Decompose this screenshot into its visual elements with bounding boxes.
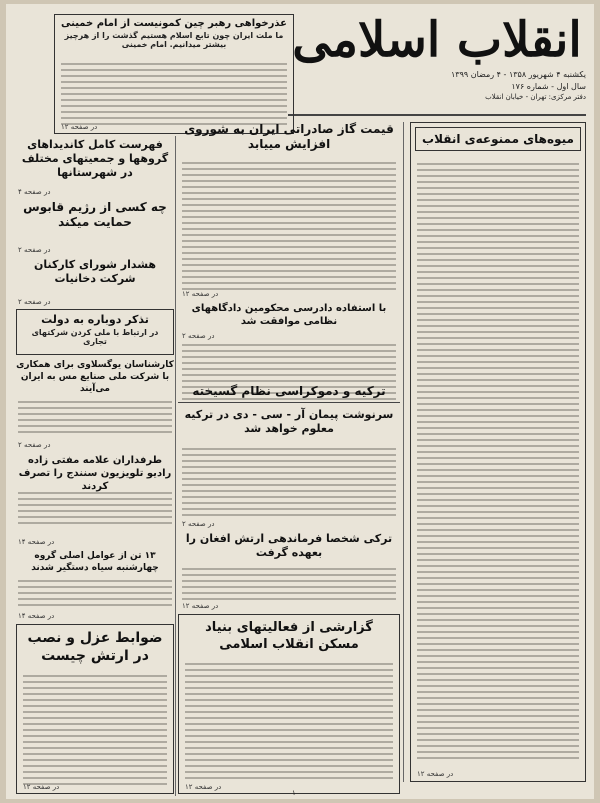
newspaper-page [6, 4, 594, 799]
article-pakistan-headline: سرنوشت پیمان آر - سی - دی در ترکیه معلوم خواهد شد [184, 408, 394, 435]
article-dismissal-headline: ضوابط عزل و نصب در ارتش چیست [27, 630, 163, 664]
article-pakistan [178, 408, 400, 528]
article-list-headline: فهرست کامل کاندیداهای گروهها و جمعیتهای مختلف در شهرستانها [21, 138, 169, 179]
article-editorial-headline: میوه‌های ممنوعه‌ی انقلاب [415, 127, 581, 151]
article-list [16, 138, 174, 196]
article-tobacco-ref: در صفحه ۲ [18, 298, 51, 306]
article-editorial-ref: در صفحه ۱۲ [417, 770, 454, 778]
article-editorial [410, 122, 586, 782]
article-housing-ref: در صفحه ۱۲ [185, 783, 222, 791]
article-radio-ref: در صفحه ۱۴ [18, 538, 55, 546]
article-gas [178, 122, 400, 298]
article-trade-headline: تذکر دوباره به دولت [41, 313, 149, 326]
article-dismissal-ref: در صفحه ۱۲ [23, 783, 60, 791]
article-afghan-headline: ترکی شخصا فرماندهی ارتش افغان را بعهده گرفت [185, 532, 393, 559]
article-housing [178, 614, 400, 794]
article-tobacco [16, 258, 174, 306]
article-afghan [178, 532, 400, 610]
article-yugoslav-ref: در صفحه ۲ [18, 441, 51, 449]
article-radio-headline: طرفداران علامه مفتی زاده رادیو تلویزیون سنندج را تصرف کردند [18, 455, 172, 492]
article-list-ref: در صفحه ۴ [18, 188, 51, 196]
masthead-info-line: دفتر مرکزی: تهران - خیابان انقلاب [485, 93, 586, 101]
article-courts-ref: در صفحه ۲ [182, 332, 215, 340]
article-khomeini-sub: ما ملت ایران چون تابع اسلام هستیم گذشت را از هرچیز بیشتر میدانیم. امام خمینی [64, 31, 284, 49]
masthead-title: انقلاب اسلامی [292, 12, 582, 68]
article-executed [16, 550, 174, 620]
article-pakistan-ref: در صفحه ۲ [182, 520, 215, 528]
article-yugoslav-headline: کارشناسان یوگسلاوی برای همکاری با شرکت ملی صنایع مس به ایران می‌آیند [16, 360, 174, 394]
article-qabus-headline: چه کسی از رژیم قابوس حمایت میکند [23, 200, 167, 229]
article-dismissal [16, 624, 174, 794]
masthead-subtitle: سال اول - شماره ۱۷۶ [511, 82, 586, 91]
article-executed-headline: ۱۳ تن از عوامل اصلی گروه چهارشنبه سیاه دستگیر شدند [31, 551, 159, 573]
masthead [288, 12, 586, 116]
article-gas-headline: قیمت گاز صادراتی ایران به شوروی افزایش مییابد [184, 122, 394, 151]
article-executed-ref: در صفحه ۱۴ [18, 612, 55, 620]
article-radio [16, 454, 174, 546]
article-trade-sub: در ارتباط با ملی کردن شرکتهای تجاری [31, 328, 159, 346]
article-khomeini [54, 14, 294, 134]
masthead-date-line: یکشنبه ۴ شهریور ۱۳۵۸ - ۴ رمضان ۱۳۹۹ [450, 70, 586, 79]
page-number: ۱ [292, 789, 296, 797]
article-yugoslav [16, 359, 174, 449]
article-trade [16, 309, 174, 355]
article-qabus [16, 200, 174, 254]
article-khomeini-headline: عذرخواهی رهبر چین کمونیست از امام خمینی [61, 18, 287, 29]
article-housing-headline: گزارشی از فعالیتهای بنیاد مسکن انقلاب اسلامی [205, 620, 373, 652]
article-qabus-ref: در صفحه ۲ [18, 246, 51, 254]
article-tobacco-headline: هشدار شورای کارکنان شرکت دخانیات [33, 258, 157, 285]
article-afghan-ref: در صفحه ۱۲ [182, 602, 219, 610]
article-courts-headline: با استفاده دادرسی محکومین دادگاههای نظامی موافقت شد [191, 303, 387, 327]
article-khomeini-ref: در صفحه ۱۲ [61, 123, 98, 131]
article-turkey-headline: ترکیه و دموکراسی نظام گسیخته [192, 384, 386, 398]
article-courts [178, 302, 400, 340]
article-gas-ref: در صفحه ۱۲ [182, 290, 219, 298]
